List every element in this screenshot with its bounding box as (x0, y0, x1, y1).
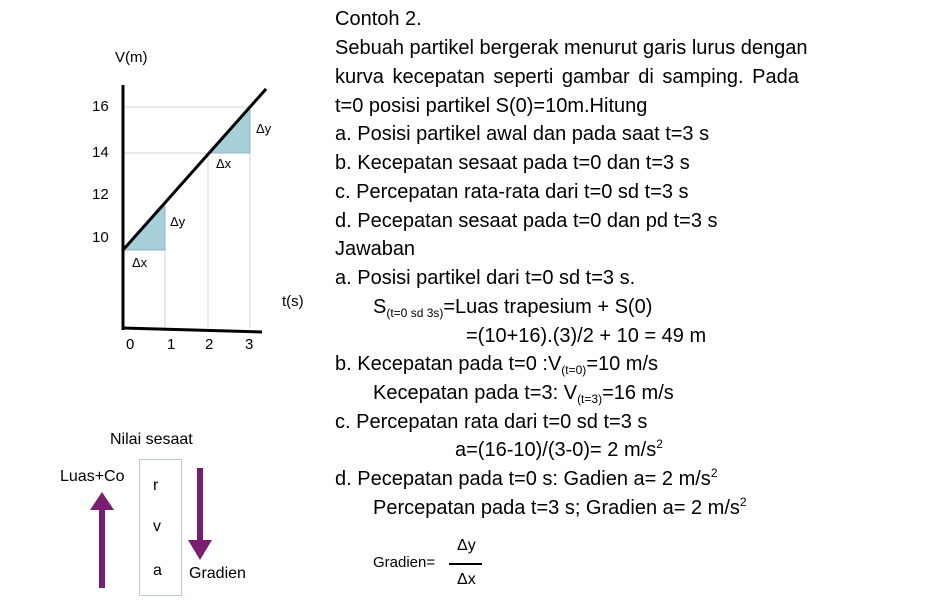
gradien-label: Gradien (189, 565, 246, 582)
y-tick-10: 10 (92, 229, 109, 246)
answer-heading: Jawaban (335, 238, 416, 260)
answer-a-sub: (t=0 sd 3s) (386, 306, 444, 320)
x-tick-3: 3 (245, 336, 254, 353)
intro-line-1: Sebuah partikel bergerak menurut garis lurus dengan (335, 37, 808, 59)
x-axis-label: t(s) (282, 293, 304, 310)
example-title: Contoh 2. (335, 8, 422, 30)
x-axis (123, 328, 262, 332)
answer-a-line-3: =(10+16).(3)/2 + 10 = 49 m (466, 325, 707, 347)
answer-b2-sub: (t=3) (577, 392, 603, 406)
upper-dy-label: Δy (256, 121, 272, 136)
formula-denominator: Δx (457, 571, 476, 588)
velocity-line (123, 89, 266, 250)
x-tick-1: 1 (167, 336, 176, 353)
formula-numerator: Δy (457, 537, 476, 554)
up-arrow-icon (88, 490, 116, 590)
answer-b1-rest: =10 m/s (586, 353, 659, 375)
rva-letter-a: a (153, 562, 162, 579)
velocity-time-graph (0, 0, 330, 360)
question-b: b. Kecepatan sesaat pada t=0 dan t=3 s (335, 152, 690, 174)
lower-dx-label: Δx (132, 255, 148, 270)
luas-co-label: Luas+Co (60, 468, 125, 485)
upper-dx-label: Δx (216, 156, 232, 171)
answer-c-line-1: c. Percepatan rata dari t=0 sd t=3 s (335, 411, 648, 433)
answer-b2-prefix: Kecepatan pada t=3: V (373, 382, 578, 404)
rva-letter-r: r (153, 477, 159, 494)
y-axis-label: V(m) (115, 49, 148, 66)
answer-b1-sub: (t=0) (561, 363, 587, 377)
fraction-bar (449, 563, 482, 565)
answer-d-line-2 (373, 494, 747, 523)
intro-line-3: t=0 posisi partikel S(0)=10m.Hitung (335, 95, 648, 117)
answer-b1-prefix: b. Kecepatan pada t=0 :V (335, 353, 562, 375)
answer-b2-rest: =16 m/s (602, 382, 674, 404)
x-tick-0: 0 (126, 336, 135, 353)
answer-c2-sup: 2 (656, 437, 663, 451)
y-tick-16: 16 (92, 98, 109, 115)
y-tick-14: 14 (92, 144, 109, 161)
answer-d1-text: d. Pecepatan pada t=0 s: Gadien a= 2 m/s (335, 468, 711, 490)
question-d: d. Pecepatan sesaat pada t=0 dan pd t=3 s (335, 210, 718, 232)
answer-b-line-2 (373, 379, 674, 408)
answer-a-s: S (373, 296, 387, 318)
answer-d1-sup: 2 (710, 466, 718, 480)
answer-c-line-2 (455, 436, 663, 465)
answer-d2-sup: 2 (739, 495, 747, 509)
down-arrow-icon (186, 466, 214, 562)
lower-dy-label: Δy (170, 214, 186, 229)
question-c: c. Percepatan rata-rata dari t=0 sd t=3 s (335, 181, 689, 203)
answer-a-line-1: a. Posisi partikel dari t=0 sd t=3 s. (335, 267, 636, 289)
answer-a-line-2 (373, 293, 652, 322)
intro-line-2: kurva kecepatan seperti gambar di samping. Pada (335, 66, 799, 88)
y-tick-12: 12 (92, 186, 109, 203)
answer-a-rest: =Luas trapesium + S(0) (443, 296, 653, 318)
formula-label: Gradien= (373, 554, 436, 571)
answer-d2-text: Percepatan pada t=3 s; Gradien a= 2 m/s (373, 497, 740, 519)
question-a: a. Posisi partikel awal dan pada saat t=3 s (335, 123, 710, 145)
answer-b-line-1 (335, 350, 658, 379)
answer-c2-text: a=(16-10)/(3-0)= 2 m/s (455, 439, 657, 461)
answer-d-line-1 (335, 465, 718, 494)
x-tick-2: 2 (205, 336, 214, 353)
nilai-sesaat-title: Nilai sesaat (110, 431, 193, 448)
rva-letter-v: v (153, 518, 161, 535)
